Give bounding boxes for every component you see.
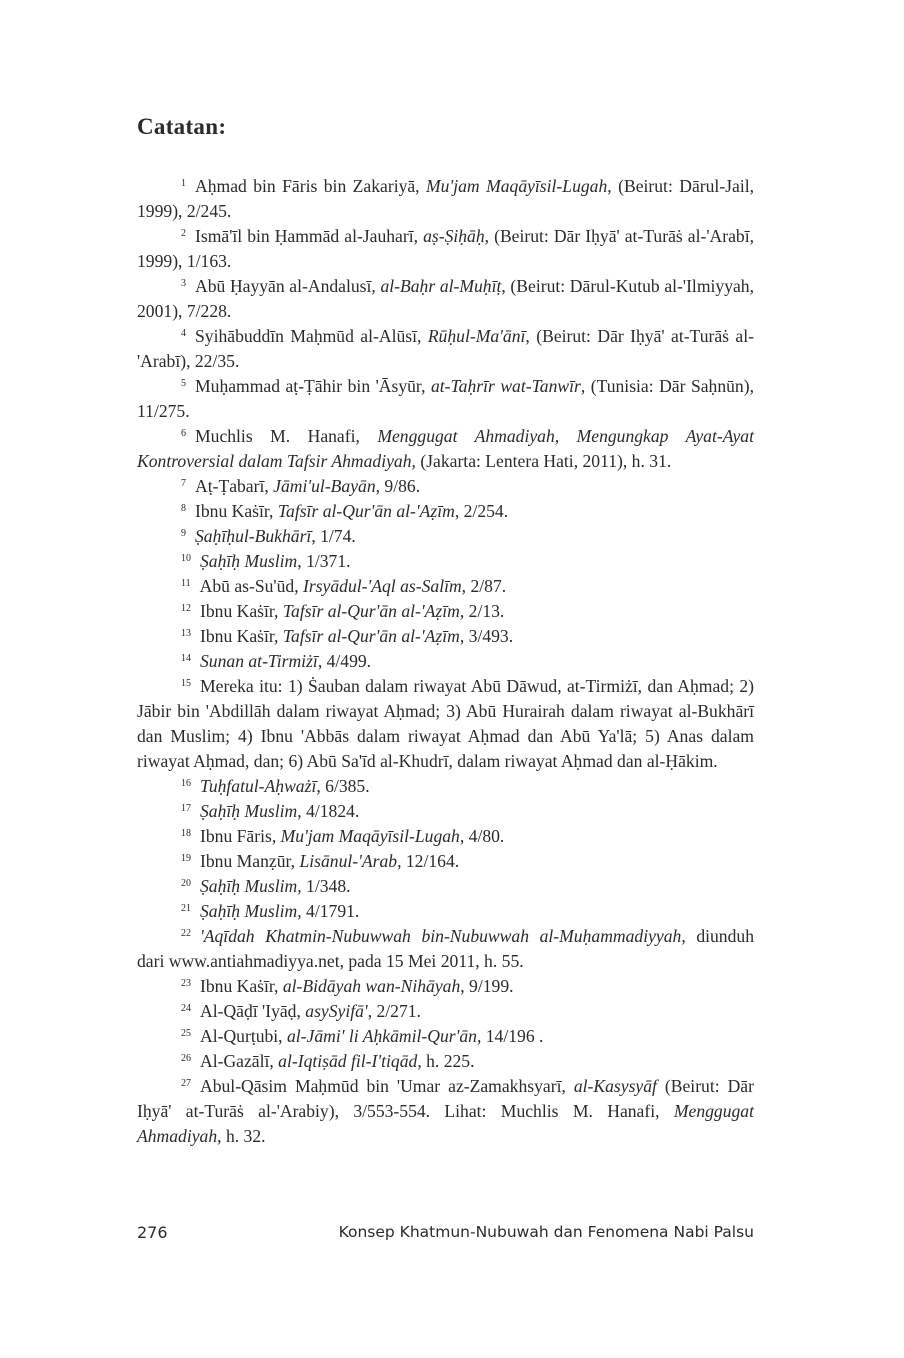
endnote-title: Ṣaḥīḥ Muslim xyxy=(200,551,298,571)
endnote-27 xyxy=(137,1074,754,1149)
endnote-text: Ismā'īl bin Ḥammād al-Jauharī, xyxy=(195,226,424,246)
endnote-number: 24 xyxy=(181,1003,191,1014)
endnote-text: , 4/1824. xyxy=(297,801,360,821)
endnote-12 xyxy=(137,599,754,624)
endnote-number: 4 xyxy=(181,328,186,339)
endnote-number: 21 xyxy=(181,903,191,914)
endnote-6 xyxy=(137,424,754,474)
endnote-text: , diunduh dari www.antiahmadiyya.net, pada 15 Mei 2011, h. 55. xyxy=(137,926,754,971)
endnote-21 xyxy=(137,899,754,924)
endnote-title: 'Aqīdah Khatmin-Nubuwwah bin-Nubuwwah al-Muḥammadiyyah xyxy=(200,926,682,946)
endnote-text: Al-Qāḍī 'Iyāḍ, xyxy=(200,1001,306,1021)
endnote-text: Ibnu Kaṡīr, xyxy=(195,501,278,521)
endnote-title: al-Bidāyah wan-Nihāyah xyxy=(282,976,461,996)
endnote-number: 2 xyxy=(181,228,186,239)
page-footer xyxy=(137,1223,754,1247)
endnote-title: al-Iqtiṣād fil-I'tiqād xyxy=(278,1051,418,1071)
endnote-text: , 1/74. xyxy=(311,526,356,546)
endnote-text: 4/1791. xyxy=(301,901,360,921)
endnote-3 xyxy=(137,274,754,324)
endnote-title: Rūḥul-Ma'ānī xyxy=(427,326,526,346)
endnote-number: 27 xyxy=(181,1078,191,1089)
endnote-title: asySyifā' xyxy=(305,1001,368,1021)
endnote-text: Ibnu Manẓūr, xyxy=(200,851,300,871)
endnote-number: 25 xyxy=(181,1028,191,1039)
endnote-title: al-Jāmi' li Aḥkāmil-Qur'ān, xyxy=(286,1026,482,1046)
endnote-text: Abū Ḥayyān al-Andalusī, xyxy=(195,276,381,296)
endnote-text: , 2/271. xyxy=(367,1001,421,1021)
endnote-title: Ṣaḥīḥ Muslim, xyxy=(200,876,302,896)
endnote-text: , 4/80. xyxy=(459,826,505,846)
endnote-title: Ṣaḥīḥ Muslim, xyxy=(200,901,302,921)
endnote-number: 20 xyxy=(181,878,191,889)
endnote-title: at-Taḥrīr wat-Tanwīr xyxy=(430,376,581,396)
endnote-15 xyxy=(137,674,754,774)
endnote-number: 8 xyxy=(181,503,186,514)
endnote-number: 22 xyxy=(181,928,191,939)
endnote-title: Tafsīr al-Qur'ān al-'Aẓīm xyxy=(282,601,460,621)
endnote-text: 12/164. xyxy=(401,851,460,871)
endnote-text: 1/348. xyxy=(301,876,351,896)
endnote-text: Syihābuddīn Maḥmūd al-Alūsī, xyxy=(195,326,428,346)
endnote-number: 15 xyxy=(181,678,191,689)
endnote-number: 14 xyxy=(181,653,191,664)
endnote-text: Ibnu Kaṡīr, xyxy=(200,626,283,646)
endnote-title: Ṣaḥīḥul-Bukhārī xyxy=(195,526,312,546)
endnote-number: 10 xyxy=(181,553,191,564)
endnote-number: 3 xyxy=(181,278,186,289)
endnote-number: 18 xyxy=(181,828,191,839)
endnote-title: al-Kasysyāf xyxy=(573,1076,657,1096)
endnote-number: 11 xyxy=(181,578,191,589)
endnote-text: Abū as-Su'ūd, xyxy=(199,576,303,596)
endnote-17 xyxy=(137,799,754,824)
endnote-text: Ibnu Kaṡīr, xyxy=(200,601,283,621)
endnote-title: aṣ-Ṣiḥāḥ xyxy=(423,226,485,246)
endnote-text: , 2/13. xyxy=(459,601,505,621)
endnote-number: 6 xyxy=(181,428,186,439)
endnote-title: Tafsīr al-Qur'ān al-'Aẓīm xyxy=(282,626,460,646)
endnote-19 xyxy=(137,849,754,874)
endnote-7 xyxy=(137,474,754,499)
endnote-title: Sunan at-Tirmiżī xyxy=(200,651,318,671)
endnote-number: 17 xyxy=(181,803,191,814)
endnote-18 xyxy=(137,824,754,849)
endnote-2 xyxy=(137,224,754,274)
endnote-16 xyxy=(137,774,754,799)
endnote-13 xyxy=(137,624,754,649)
endnote-11 xyxy=(137,574,754,599)
endnote-number: 7 xyxy=(181,478,186,489)
endnote-text: , 2/87. xyxy=(461,576,507,596)
endnote-number: 26 xyxy=(181,1053,191,1064)
endnote-text: Ibnu Fāris, xyxy=(200,826,281,846)
endnote-text: Aḥmad bin Fāris bin Zakariyā, xyxy=(195,176,427,196)
endnote-text: 14/196 . xyxy=(481,1026,544,1046)
endnote-22 xyxy=(137,924,754,974)
endnote-text: , 3/493. xyxy=(459,626,514,646)
endnote-text: Aṭ-Ṭabarī, xyxy=(195,476,274,496)
notes-heading: Catatan: xyxy=(137,114,227,139)
endnote-25 xyxy=(137,1024,754,1049)
endnote-text: Al-Gazālī, xyxy=(200,1051,279,1071)
endnote-text: , 6/385. xyxy=(316,776,370,796)
endnote-number: 23 xyxy=(181,978,191,989)
endnote-text: , (Beirut: Dār Iḥyā' at-Turāṡ al-'Arabī), 22/35. xyxy=(137,326,754,371)
endnote-title: Menggugat Ahmadiyah xyxy=(137,1101,754,1146)
endnote-9 xyxy=(137,524,754,549)
endnote-14 xyxy=(137,649,754,674)
endnote-text: Muchlis M. Hanafi, xyxy=(195,426,378,446)
endnote-text: (Beirut: Dār Iḥyā' at-Turāṡ al-'Arabiy), 3/553-554. Lihat: Muchlis M. Hanafi, xyxy=(137,1076,754,1121)
endnote-title: Mu'jam Maqāyīsil-Lugah xyxy=(426,176,608,196)
endnote-10 xyxy=(137,549,754,574)
endnote-24 xyxy=(137,999,754,1024)
endnote-text: , (Tunisia: Dār Saḥnūn), 11/275. xyxy=(137,376,754,421)
endnote-title: Tuḥfatul-Aḥważī xyxy=(200,776,317,796)
endnote-text: , h. 225. xyxy=(417,1051,475,1071)
page-number: 276 xyxy=(137,1223,168,1242)
endnote-number: 12 xyxy=(181,603,191,614)
endnote-4 xyxy=(137,324,754,374)
endnote-text: Abul-Qāsim Maḥmūd bin 'Umar az-Zamakhsyarī, xyxy=(200,1076,574,1096)
endnote-text: , h. 32. xyxy=(217,1126,266,1146)
endnote-number: 9 xyxy=(181,528,186,539)
endnote-text: Muḥammad aṭ-Ṭāhir bin 'Āsyūr, xyxy=(195,376,431,396)
endnote-8 xyxy=(137,499,754,524)
running-title: Konsep Khatmun-Nubuwah dan Fenomena Nabi Palsu xyxy=(338,1223,754,1241)
endnote-title: Menggugat Ahmadiyah, Mengungkap Ayat-Ayat Kontroversial dalam Tafsir Ahmadiyah, xyxy=(137,426,754,471)
endnote-text: , (Beirut: Dārul-Jail, 1999), 2/245. xyxy=(137,176,755,221)
endnote-number: 16 xyxy=(181,778,191,789)
endnote-number: 13 xyxy=(181,628,191,639)
endnote-title: Tafsīr al-Qur'ān al-'Aẓīm xyxy=(277,501,455,521)
endnote-text: , (Beirut: Dār Iḥyā' at-Turāṡ al-'Arabī, 1999), 1/163. xyxy=(137,226,754,271)
endnote-23 xyxy=(137,974,754,999)
endnote-text: , 2/254. xyxy=(454,501,509,521)
endnote-number: 5 xyxy=(181,378,186,389)
endnotes-list xyxy=(137,174,754,1149)
endnote-text: , 9/86. xyxy=(375,476,421,496)
endnote-title: Irsyādul-'Aql as-Salīm xyxy=(303,576,462,596)
endnote-1 xyxy=(137,174,754,224)
endnote-text: (Jakarta: Lentera Hati, 2011), h. 31. xyxy=(415,451,672,471)
endnote-title: Mu'jam Maqāyīsil-Lugah xyxy=(280,826,460,846)
endnote-text: , 4/499. xyxy=(317,651,372,671)
endnote-5 xyxy=(137,374,754,424)
endnote-text: , 1/371. xyxy=(297,551,351,571)
endnote-text: Al-Qurṭubi, xyxy=(200,1026,287,1046)
endnote-text: Ibnu Kaṡīr, xyxy=(200,976,283,996)
endnote-text: , 9/199. xyxy=(460,976,514,996)
endnote-title: Lisānul-'Arab, xyxy=(299,851,402,871)
endnote-title: al-Baḥr al-Muḥīṭ xyxy=(380,276,502,296)
endnote-number: 19 xyxy=(181,853,191,864)
endnote-text: Mereka itu: 1) Ṡauban dalam riwayat Abū Dāwud, at-Tirmiżī, dan Aḥmad; 2) Jābir bin 'Abdillāh dalam riwayat Aḥmad; 3) Abū Hurairah dalam riwayat al-Bukhārī dan Muslim; 4) Ibnu 'Abbās dalam riwayat Aḥmad dan Abū Ya'lā; 5) Anas dalam riwayat Aḥmad, dan; 6) Abū Sa'īd al-Khudrī, dalam riwayat Aḥmad dan al-Ḥākim. xyxy=(137,676,754,771)
endnote-title: Jāmi'ul-Bayān xyxy=(273,476,376,496)
endnote-20 xyxy=(137,874,754,899)
endnote-26 xyxy=(137,1049,754,1074)
endnote-text: , (Beirut: Dārul-Kutub al-'Ilmiyyah, 2001), 7/228. xyxy=(137,276,754,321)
endnote-number: 1 xyxy=(181,178,186,189)
endnote-title: Ṣaḥīḥ Muslim xyxy=(200,801,298,821)
